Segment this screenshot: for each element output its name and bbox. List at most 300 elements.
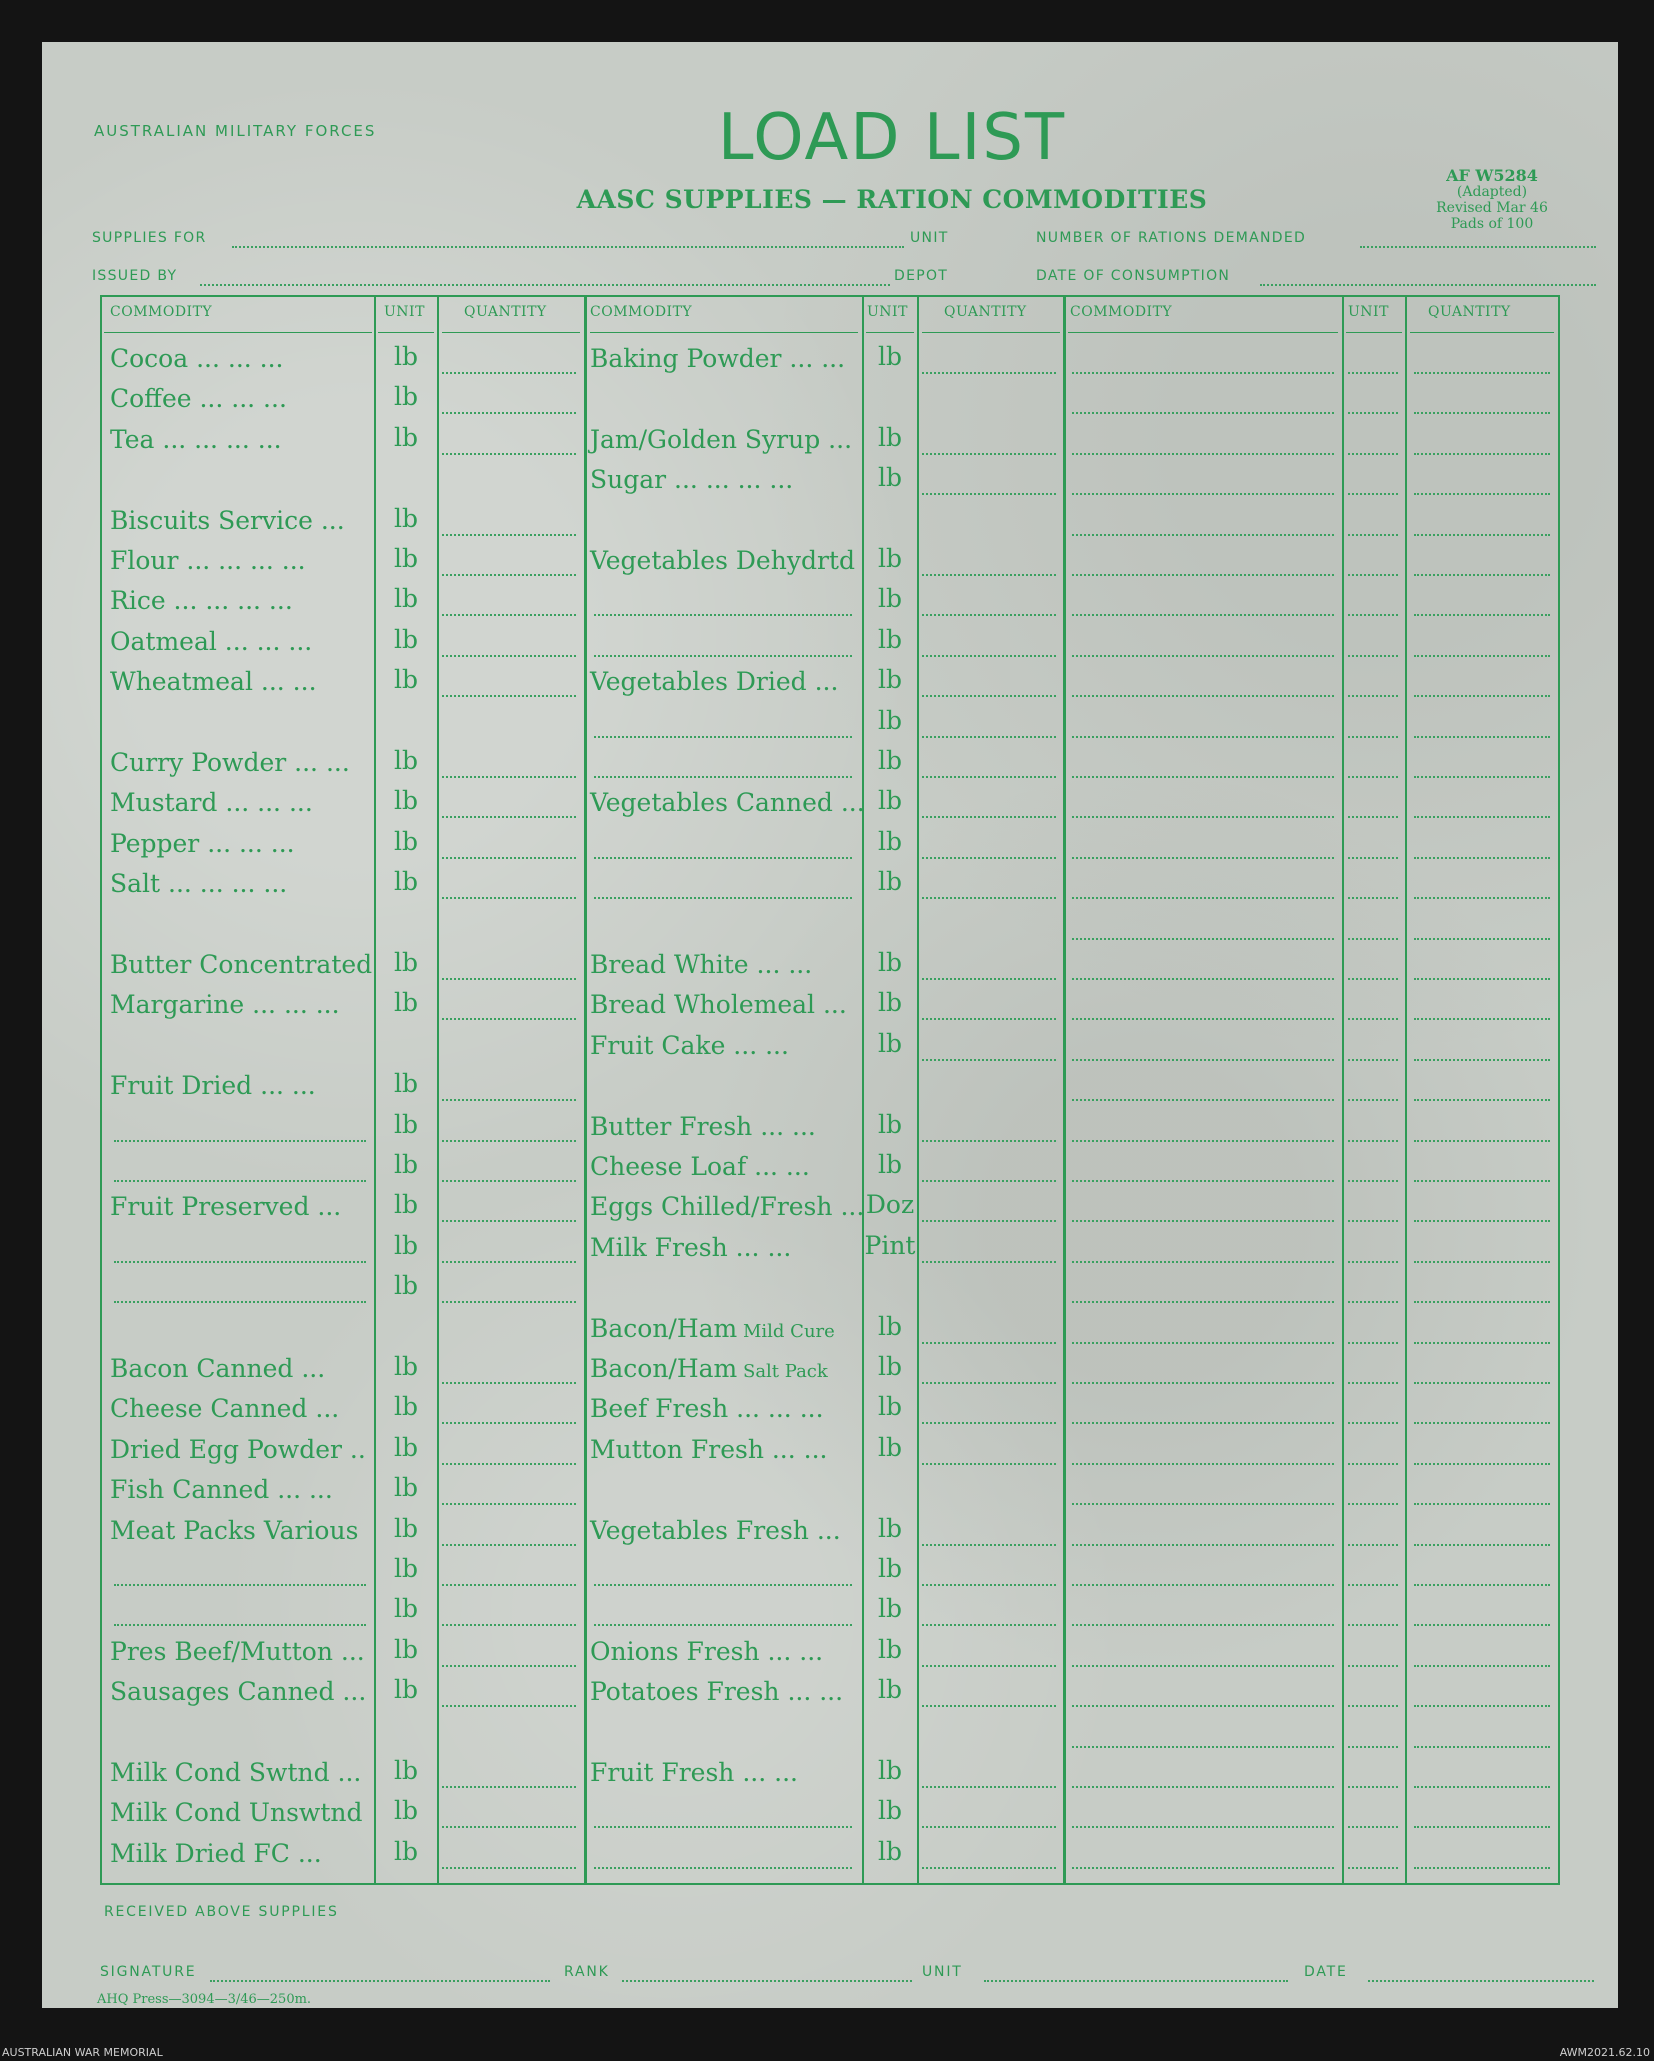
commodity-name: Salt ... ... ... ... bbox=[110, 869, 288, 899]
quantity-field[interactable] bbox=[1414, 655, 1550, 657]
unit-value: lb bbox=[394, 826, 418, 856]
quantity-field[interactable] bbox=[1414, 897, 1550, 899]
col-head-unit: UNIT bbox=[384, 304, 425, 320]
quantity-field[interactable] bbox=[442, 453, 576, 455]
quantity-field[interactable] bbox=[922, 1705, 1056, 1707]
quantity-field[interactable] bbox=[922, 1342, 1056, 1344]
commodity-blank-field[interactable] bbox=[114, 1624, 366, 1626]
unit-blank-field[interactable] bbox=[1348, 1665, 1398, 1667]
quantity-field[interactable] bbox=[1414, 1624, 1550, 1626]
quantity-field[interactable] bbox=[922, 493, 1056, 495]
commodity-blank-field[interactable] bbox=[1072, 493, 1334, 495]
commodity-blank-field[interactable] bbox=[1072, 1018, 1334, 1020]
unit-blank-field[interactable] bbox=[1348, 1705, 1398, 1707]
quantity-field[interactable] bbox=[442, 776, 576, 778]
unit-value: lb bbox=[394, 1554, 418, 1583]
commodity-blank-field[interactable] bbox=[594, 1826, 852, 1828]
commodity-name: Vegetables Fresh ... bbox=[590, 1515, 841, 1545]
quantity-field[interactable] bbox=[1414, 1746, 1550, 1748]
unit-blank-field[interactable] bbox=[1348, 1140, 1398, 1142]
quantity-field[interactable] bbox=[1414, 412, 1550, 414]
quantity-field[interactable] bbox=[1414, 493, 1550, 495]
commodity-blank-field[interactable] bbox=[594, 1624, 852, 1626]
unit-value: lb bbox=[878, 1352, 902, 1381]
header-rule bbox=[1410, 332, 1554, 333]
supplies-for-field[interactable] bbox=[232, 246, 904, 248]
quantity-field[interactable] bbox=[1414, 372, 1550, 374]
commodity-blank-field[interactable] bbox=[1072, 574, 1334, 576]
unit-value: lb bbox=[394, 342, 418, 371]
quantity-field[interactable] bbox=[922, 695, 1056, 697]
commodity-blank-field[interactable] bbox=[1072, 372, 1334, 374]
quantity-field[interactable] bbox=[442, 1382, 576, 1384]
commodity-blank-field[interactable] bbox=[594, 614, 852, 616]
quantity-field[interactable] bbox=[442, 1463, 576, 1465]
quantity-field[interactable] bbox=[1414, 614, 1550, 616]
commodity-variant: Salt Pack bbox=[737, 1361, 828, 1382]
date-field[interactable] bbox=[1368, 1980, 1594, 1982]
unit-blank-field[interactable] bbox=[1348, 1382, 1398, 1384]
signature-field[interactable] bbox=[210, 1980, 550, 1982]
unit-blank-field[interactable] bbox=[1348, 1301, 1398, 1303]
header-rule bbox=[104, 332, 372, 333]
commodity-blank-field[interactable] bbox=[1072, 1746, 1334, 1748]
unit-value: lb bbox=[394, 1271, 418, 1301]
unit-blank-field[interactable] bbox=[1348, 1826, 1398, 1828]
quantity-field[interactable] bbox=[1414, 1826, 1550, 1828]
quantity-field[interactable] bbox=[922, 736, 1056, 738]
unit-blank-field[interactable] bbox=[1348, 1503, 1398, 1505]
quantity-field[interactable] bbox=[922, 1826, 1056, 1828]
commodity-blank-field[interactable] bbox=[114, 1584, 366, 1586]
quantity-field[interactable] bbox=[1414, 695, 1550, 697]
quantity-field[interactable] bbox=[922, 655, 1056, 657]
quantity-field[interactable] bbox=[1414, 1342, 1550, 1344]
unit-value: lb bbox=[878, 1432, 902, 1462]
unit-value: lb bbox=[394, 1796, 418, 1826]
unit-blank-field[interactable] bbox=[1348, 1220, 1398, 1222]
header-rule bbox=[1068, 332, 1338, 333]
quantity-field[interactable] bbox=[442, 897, 576, 899]
form-adapted: (Adapted) bbox=[1456, 184, 1528, 200]
commodity-blank-field[interactable] bbox=[1072, 978, 1334, 980]
unit-value: lb bbox=[878, 786, 902, 816]
quantity-field[interactable] bbox=[922, 1422, 1056, 1424]
rank-label: RANK bbox=[564, 1964, 610, 1980]
org-label: AUSTRALIAN MILITARY FORCES bbox=[94, 122, 377, 140]
commodity-blank-field[interactable] bbox=[1072, 412, 1334, 414]
quantity-field[interactable] bbox=[1414, 1261, 1550, 1263]
unit-blank-field[interactable] bbox=[1348, 453, 1398, 455]
issued-by-field[interactable] bbox=[200, 284, 890, 286]
unit-blank-field[interactable] bbox=[1348, 1867, 1398, 1869]
commodity-blank-field[interactable] bbox=[594, 857, 852, 859]
quantity-field[interactable] bbox=[922, 776, 1056, 778]
commodity-blank-field[interactable] bbox=[1072, 1544, 1334, 1546]
commodity-name: Vegetables Canned ... bbox=[590, 788, 865, 818]
quantity-field[interactable] bbox=[922, 1584, 1056, 1586]
unit-value: lb bbox=[394, 1392, 418, 1422]
unit-blank-field[interactable] bbox=[1348, 1624, 1398, 1626]
unit-value: lb bbox=[878, 1594, 902, 1624]
load-list-form bbox=[42, 42, 1618, 2008]
unit-blank-field[interactable] bbox=[1348, 534, 1398, 536]
unit-blank-field[interactable] bbox=[1348, 1544, 1398, 1546]
quantity-field[interactable] bbox=[922, 1220, 1056, 1222]
unit-blank-field[interactable] bbox=[1348, 1342, 1398, 1344]
unit-value: lb bbox=[394, 1069, 418, 1099]
commodity-blank-field[interactable] bbox=[1072, 1301, 1334, 1303]
commodity-blank-field[interactable] bbox=[1072, 1342, 1334, 1344]
quantity-field[interactable] bbox=[922, 1140, 1056, 1142]
unit-blank-field[interactable] bbox=[1348, 412, 1398, 414]
unit-value: lb bbox=[394, 584, 418, 614]
unit-blank-field[interactable] bbox=[1348, 978, 1398, 980]
unit-value: lb bbox=[878, 544, 902, 573]
commodity-blank-field[interactable] bbox=[1072, 816, 1334, 818]
quantity-field[interactable] bbox=[1414, 1705, 1550, 1707]
commodity-blank-field[interactable] bbox=[1072, 1786, 1334, 1788]
commodity-blank-field[interactable] bbox=[1072, 453, 1334, 455]
page-subtitle: AASC SUPPLIES — RATION COMMODITIES bbox=[576, 185, 1208, 214]
quantity-field[interactable] bbox=[1414, 1786, 1550, 1788]
quantity-field[interactable] bbox=[922, 857, 1056, 859]
unit-value: lb bbox=[878, 826, 902, 856]
unit-blank-field[interactable] bbox=[1348, 1463, 1398, 1465]
quantity-field[interactable] bbox=[1414, 1140, 1550, 1142]
commodity-blank-field[interactable] bbox=[594, 1867, 852, 1869]
commodity-blank-field[interactable] bbox=[1072, 1463, 1334, 1465]
quantity-field[interactable] bbox=[442, 1584, 576, 1586]
commodity-blank-field[interactable] bbox=[1072, 776, 1334, 778]
unit-blank-field[interactable] bbox=[1348, 1059, 1398, 1061]
quantity-field[interactable] bbox=[1414, 816, 1550, 818]
unit-blank-field[interactable] bbox=[1348, 372, 1398, 374]
quantity-field[interactable] bbox=[1414, 978, 1550, 980]
quantity-field[interactable] bbox=[442, 1544, 576, 1546]
unit-blank-field[interactable] bbox=[1348, 493, 1398, 495]
unit-blank-field[interactable] bbox=[1348, 1746, 1398, 1748]
col-head-quantity: QUANTITY bbox=[944, 304, 1027, 320]
quantity-field[interactable] bbox=[442, 1705, 576, 1707]
quantity-field[interactable] bbox=[1414, 1018, 1550, 1020]
unit-blank-field[interactable] bbox=[1348, 938, 1398, 940]
commodity-blank-field[interactable] bbox=[114, 1261, 366, 1263]
commodity-blank-field[interactable] bbox=[1072, 1705, 1334, 1707]
unit-blank-field[interactable] bbox=[1348, 1099, 1398, 1101]
commodity-blank-field[interactable] bbox=[594, 776, 852, 778]
quantity-field[interactable] bbox=[442, 1624, 576, 1626]
unit-blank-field[interactable] bbox=[1348, 655, 1398, 657]
commodity-name: Biscuits Service ... bbox=[110, 505, 345, 535]
quantity-field[interactable] bbox=[922, 1786, 1056, 1788]
commodity-name: Bread Wholemeal ... bbox=[590, 990, 847, 1020]
quantity-field[interactable] bbox=[1414, 938, 1550, 940]
commodity-blank-field[interactable] bbox=[1072, 1584, 1334, 1586]
quantity-field[interactable] bbox=[1414, 1544, 1550, 1546]
unit-value: Doz bbox=[865, 1190, 915, 1220]
header-rule bbox=[590, 332, 858, 333]
col-head-commodity: COMMODITY bbox=[1070, 304, 1173, 320]
quantity-field[interactable] bbox=[922, 614, 1056, 616]
quantity-field[interactable] bbox=[442, 1786, 576, 1788]
quantity-field[interactable] bbox=[442, 1867, 576, 1869]
unit-value: lb bbox=[394, 624, 418, 654]
commodity-blank-field[interactable] bbox=[594, 1584, 852, 1586]
unit-value: lb bbox=[878, 422, 902, 452]
commodity-name: Rice ... ... ... ... bbox=[110, 586, 293, 616]
unit-value: lb bbox=[394, 1432, 418, 1462]
unit-blank-field[interactable] bbox=[1348, 1261, 1398, 1263]
quantity-field[interactable] bbox=[442, 574, 576, 576]
commodity-name: Fish Canned ... ... bbox=[110, 1475, 333, 1505]
commodity-blank-field[interactable] bbox=[594, 736, 852, 738]
date-label: DATE bbox=[1304, 1964, 1348, 1980]
unit-value: lb bbox=[878, 705, 902, 735]
commodity-name: Cocoa ... ... ... bbox=[110, 344, 284, 373]
column-divider bbox=[1063, 295, 1066, 1885]
commodity-name: Mutton Fresh ... ... bbox=[590, 1434, 828, 1464]
commodity-blank-field[interactable] bbox=[1072, 1867, 1334, 1869]
unit-blank-field[interactable] bbox=[1348, 816, 1398, 818]
quantity-field[interactable] bbox=[1414, 574, 1550, 576]
rations-demanded-label: NUMBER OF RATIONS DEMANDED bbox=[1036, 230, 1307, 246]
quantity-field[interactable] bbox=[442, 1301, 576, 1303]
commodity-blank-field[interactable] bbox=[1072, 1624, 1334, 1626]
quantity-field[interactable] bbox=[922, 1382, 1056, 1384]
unit-blank-field[interactable] bbox=[1348, 776, 1398, 778]
quantity-field[interactable] bbox=[442, 372, 576, 374]
quantity-field[interactable] bbox=[442, 857, 576, 859]
header-rule bbox=[442, 332, 580, 333]
col-head-commodity: COMMODITY bbox=[590, 304, 693, 320]
commodity-blank-field[interactable] bbox=[1072, 1099, 1334, 1101]
quantity-field[interactable] bbox=[442, 1018, 576, 1020]
unit-value: lb bbox=[878, 1311, 902, 1341]
unit-value: lb bbox=[394, 503, 418, 533]
commodity-blank-field[interactable] bbox=[114, 1140, 366, 1142]
commodity-name: Milk Cond Swtnd ... bbox=[110, 1758, 362, 1787]
rank-field[interactable] bbox=[622, 1980, 912, 1982]
commodity-blank-field[interactable] bbox=[1072, 1261, 1334, 1263]
commodity-blank-field[interactable] bbox=[1072, 938, 1334, 940]
quantity-field[interactable] bbox=[442, 1220, 576, 1222]
form-number-block bbox=[1392, 168, 1592, 232]
quantity-field[interactable] bbox=[1414, 1180, 1550, 1182]
commodity-blank-field[interactable] bbox=[1072, 1422, 1334, 1424]
unit-value: lb bbox=[394, 948, 418, 977]
quantity-field[interactable] bbox=[1414, 1503, 1550, 1505]
quantity-field[interactable] bbox=[1414, 857, 1550, 859]
quantity-field[interactable] bbox=[1414, 453, 1550, 455]
commodity-name: Oatmeal ... ... ... bbox=[110, 626, 313, 656]
unit-value: lb bbox=[878, 1675, 902, 1705]
unit-blank-field[interactable] bbox=[1348, 1584, 1398, 1586]
commodity-blank-field[interactable] bbox=[1072, 1826, 1334, 1828]
commodity-blank-field[interactable] bbox=[114, 1301, 366, 1303]
commodity-blank-field[interactable] bbox=[1072, 1503, 1334, 1505]
quantity-field[interactable] bbox=[442, 1826, 576, 1828]
quantity-field[interactable] bbox=[922, 1463, 1056, 1465]
quantity-field[interactable] bbox=[922, 1624, 1056, 1626]
commodity-blank-field[interactable] bbox=[1072, 897, 1334, 899]
unit-blank-field[interactable] bbox=[1348, 695, 1398, 697]
header-rule bbox=[1346, 332, 1402, 333]
column-divider bbox=[1405, 295, 1407, 1885]
unit-blank-field[interactable] bbox=[1348, 1786, 1398, 1788]
archive-id: AWM2021.62.10 bbox=[1559, 2046, 1650, 2059]
unit-value: lb bbox=[878, 1028, 902, 1058]
commodity-name: Vegetables Dried ... bbox=[590, 667, 839, 697]
rations-demanded-field[interactable] bbox=[1360, 246, 1596, 248]
quantity-field[interactable] bbox=[442, 614, 576, 616]
unit-value: lb bbox=[394, 746, 418, 775]
quantity-field[interactable] bbox=[1414, 1422, 1550, 1424]
commodity-blank-field[interactable] bbox=[1072, 655, 1334, 657]
quantity-field[interactable] bbox=[1414, 776, 1550, 778]
quantity-field[interactable] bbox=[1414, 1099, 1550, 1101]
quantity-field[interactable] bbox=[922, 1665, 1056, 1667]
quantity-field[interactable] bbox=[442, 412, 576, 414]
quantity-field[interactable] bbox=[922, 1018, 1056, 1020]
quantity-field[interactable] bbox=[1414, 534, 1550, 536]
unit-value: lb bbox=[878, 1756, 902, 1785]
quantity-field[interactable] bbox=[442, 816, 576, 818]
unit-value: lb bbox=[878, 1796, 902, 1826]
unit-blank-field[interactable] bbox=[1348, 574, 1398, 576]
unit-blank-field[interactable] bbox=[1348, 736, 1398, 738]
unit-value: lb bbox=[878, 1513, 902, 1543]
unit-value: lb bbox=[878, 584, 902, 614]
quantity-field[interactable] bbox=[1414, 736, 1550, 738]
quantity-field[interactable] bbox=[442, 1261, 576, 1263]
quantity-field[interactable] bbox=[1414, 1463, 1550, 1465]
quantity-field[interactable] bbox=[922, 372, 1056, 374]
form-pads: Pads of 100 bbox=[1450, 216, 1534, 232]
form-revised: Revised Mar 46 bbox=[1436, 200, 1548, 216]
quantity-field[interactable] bbox=[442, 1422, 576, 1424]
quantity-field[interactable] bbox=[922, 1867, 1056, 1869]
commodity-name: Bacon Canned ... bbox=[110, 1354, 326, 1383]
footer-unit-field[interactable] bbox=[984, 1980, 1288, 1982]
quantity-field[interactable] bbox=[922, 453, 1056, 455]
unit-value: lb bbox=[394, 1513, 418, 1543]
commodity-blank-field[interactable] bbox=[1072, 857, 1334, 859]
column-divider bbox=[1342, 295, 1344, 1885]
unit-value: lb bbox=[394, 1634, 418, 1664]
quantity-field[interactable] bbox=[442, 534, 576, 536]
commodity-blank-field[interactable] bbox=[1072, 1059, 1334, 1061]
unit-blank-field[interactable] bbox=[1348, 614, 1398, 616]
quantity-field[interactable] bbox=[1414, 1665, 1550, 1667]
header-rule bbox=[922, 332, 1060, 333]
unit-value: lb bbox=[394, 1352, 418, 1381]
unit-value: lb bbox=[394, 382, 418, 412]
quantity-field[interactable] bbox=[442, 695, 576, 697]
quantity-field[interactable] bbox=[1414, 1867, 1550, 1869]
unit-value: lb bbox=[394, 988, 418, 1018]
unit-value: lb bbox=[878, 1836, 902, 1866]
quantity-field[interactable] bbox=[922, 1544, 1056, 1546]
quantity-field[interactable] bbox=[922, 1059, 1056, 1061]
commodity-blank-field[interactable] bbox=[594, 655, 852, 657]
commodity-name: Eggs Chilled/Fresh ... bbox=[590, 1192, 865, 1222]
commodity-blank-field[interactable] bbox=[1072, 1140, 1334, 1142]
quantity-field[interactable] bbox=[442, 1665, 576, 1667]
quantity-field[interactable] bbox=[922, 978, 1056, 980]
quantity-field[interactable] bbox=[442, 978, 576, 980]
unit-value: lb bbox=[394, 544, 418, 573]
quantity-field[interactable] bbox=[1414, 1059, 1550, 1061]
quantity-field[interactable] bbox=[922, 1180, 1056, 1182]
commodity-blank-field[interactable] bbox=[1072, 1180, 1334, 1182]
commodity-name: Jam/Golden Syrup ... bbox=[590, 424, 853, 454]
unit-blank-field[interactable] bbox=[1348, 1018, 1398, 1020]
commodity-blank-field[interactable] bbox=[1072, 695, 1334, 697]
date-of-consumption-field[interactable] bbox=[1260, 284, 1596, 286]
unit-value: lb bbox=[878, 948, 902, 977]
unit-label: UNIT bbox=[910, 230, 949, 246]
commodity-name: Fruit Preserved ... bbox=[110, 1192, 342, 1222]
header-rule bbox=[866, 332, 914, 333]
quantity-field[interactable] bbox=[1414, 1382, 1550, 1384]
commodity-name: Milk Cond Unswtnd bbox=[110, 1798, 363, 1828]
quantity-field[interactable] bbox=[1414, 1220, 1550, 1222]
quantity-field[interactable] bbox=[442, 1140, 576, 1142]
quantity-field[interactable] bbox=[1414, 1584, 1550, 1586]
quantity-field[interactable] bbox=[922, 574, 1056, 576]
commodity-blank-field[interactable] bbox=[1072, 1220, 1334, 1222]
commodity-blank-field[interactable] bbox=[1072, 736, 1334, 738]
commodity-name: Bread White ... ... bbox=[590, 950, 813, 979]
quantity-field[interactable] bbox=[922, 1261, 1056, 1263]
unit-value: lb bbox=[878, 342, 902, 371]
footer-unit-label: UNIT bbox=[922, 1964, 963, 1980]
quantity-field[interactable] bbox=[442, 1503, 576, 1505]
commodity-blank-field[interactable] bbox=[1072, 534, 1334, 536]
commodity-blank-field[interactable] bbox=[1072, 1665, 1334, 1667]
commodity-blank-field[interactable] bbox=[594, 897, 852, 899]
quantity-field[interactable] bbox=[442, 655, 576, 657]
col-head-quantity: QUANTITY bbox=[464, 304, 547, 320]
quantity-field[interactable] bbox=[1414, 1301, 1550, 1303]
unit-value: lb bbox=[878, 1109, 902, 1139]
quantity-field[interactable] bbox=[922, 897, 1056, 899]
commodity-name: Fruit Dried ... ... bbox=[110, 1071, 316, 1101]
commodity-name: Fruit Fresh ... ... bbox=[590, 1758, 798, 1787]
date-of-consumption-label: DATE OF CONSUMPTION bbox=[1036, 268, 1231, 284]
commodity-name: Milk Fresh ... ... bbox=[590, 1232, 792, 1262]
unit-value: lb bbox=[394, 665, 418, 695]
commodity-name: Wheatmeal ... ... bbox=[110, 667, 317, 697]
column-divider bbox=[437, 295, 439, 1885]
unit-value: lb bbox=[394, 1594, 418, 1624]
unit-blank-field[interactable] bbox=[1348, 1422, 1398, 1424]
commodity-name: Curry Powder ... ... bbox=[110, 748, 350, 777]
quantity-field[interactable] bbox=[442, 1180, 576, 1182]
commodity-name: Flour ... ... ... ... bbox=[110, 546, 306, 575]
commodity-blank-field[interactable] bbox=[1072, 614, 1334, 616]
quantity-field[interactable] bbox=[442, 1099, 576, 1101]
quantity-field[interactable] bbox=[922, 816, 1056, 818]
archive-credit: AUSTRALIAN WAR MEMORIAL bbox=[2, 2046, 163, 2059]
commodity-blank-field[interactable] bbox=[1072, 1382, 1334, 1384]
supplies-for-label: SUPPLIES FOR bbox=[92, 230, 207, 246]
unit-blank-field[interactable] bbox=[1348, 1180, 1398, 1182]
unit-blank-field[interactable] bbox=[1348, 857, 1398, 859]
unit-blank-field[interactable] bbox=[1348, 897, 1398, 899]
commodity-blank-field[interactable] bbox=[114, 1180, 366, 1182]
